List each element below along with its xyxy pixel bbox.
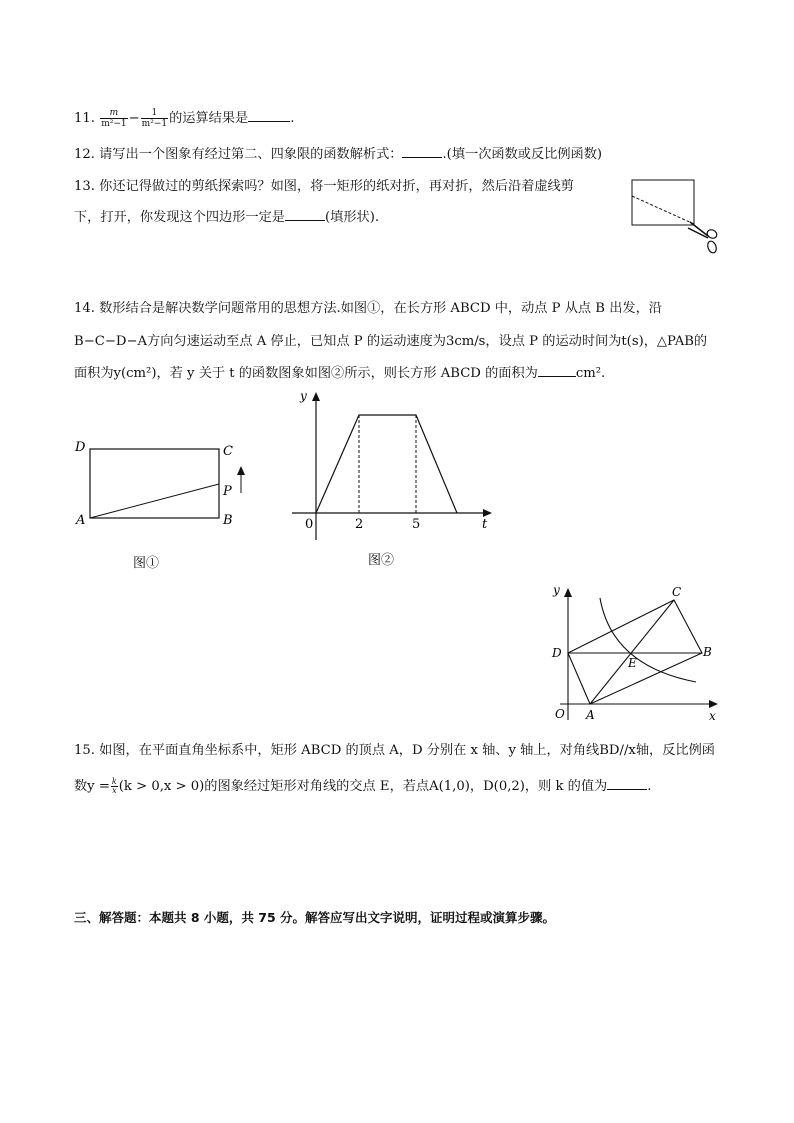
section-3-heading: 三、解答题：本题共 8 小题，共 75 分。解答应写出文字说明，证明过程或演算步骤。 xyxy=(74,910,556,925)
tick-label-2: 2 xyxy=(355,517,364,532)
question-11: 11. $\frac{m}{\text{m²−1}}$ − $\frac{1}{\text{m²−1}}$ 的运算结果是 . xyxy=(74,108,295,129)
figure-1-caption: 图① xyxy=(133,556,160,571)
question-12 xyxy=(74,145,602,164)
diagonal-ac xyxy=(590,600,674,704)
scissors-paper-figure xyxy=(628,176,728,262)
label-x: x xyxy=(709,709,716,723)
rectangle-abcd xyxy=(568,600,702,704)
q12-answer-blank[interactable] xyxy=(402,145,442,158)
t-axis-arrow-icon xyxy=(483,509,492,517)
label-a: A xyxy=(76,513,86,528)
hyperbola-curve xyxy=(600,598,696,682)
q13-answer-blank[interactable] xyxy=(285,208,325,221)
arrow-head-icon xyxy=(237,466,245,475)
question-14-line-3: 面积为y(cm²)，若 y 关于 t 的函数图象如图②所示，则长方形 ABCD 的面积为 cm². xyxy=(74,366,606,381)
label-p: P xyxy=(223,484,232,499)
q12-text: 12. 请写出一个图象有经过第二、四象限的函数解析式： xyxy=(74,147,403,162)
segment-ap xyxy=(90,484,219,518)
x-axis-arrow-icon xyxy=(709,700,718,708)
label-d: D xyxy=(552,646,562,660)
label-origin: 0 xyxy=(305,517,314,532)
question-13-line-2: 下，打开，你发现这个四边形一定是 (填形状). xyxy=(74,210,380,225)
scissors-icon xyxy=(688,222,718,254)
q11-minus: − xyxy=(128,111,140,126)
label-a: A xyxy=(586,708,595,722)
label-d: D xyxy=(75,440,86,455)
label-c: C xyxy=(223,444,233,459)
question-14-line-1: 14. 数形结合是解决数学问题常用的思想方法.如图①，在长方形 ABCD 中，动点 P 从点 B 出发，沿 xyxy=(74,301,662,316)
label-y: y xyxy=(553,583,560,597)
label-t: t xyxy=(482,517,488,532)
figure-2-caption: 图② xyxy=(368,553,395,568)
q11-answer-blank[interactable] xyxy=(248,109,290,122)
rectangle-abcd xyxy=(90,449,219,518)
figure-3-coordinate-rectangle xyxy=(546,578,728,728)
y-axis-arrow-icon xyxy=(564,588,572,597)
question-15-line-1: 15. 如图，在平面直角坐标系中，矩形 ABCD 的顶点 A，D 分别在 x 轴、y 轴上，对角线BD//x轴，反比例函 xyxy=(74,743,715,758)
q11-text: 的运算结果是 xyxy=(169,111,249,126)
question-15-line-2: 数y = $\frac{k}{x}$ (k > 0,x > 0)的图象经过矩形对角线的交点 E，若点A(1,0)，D(0,2)，则 k 的值为 . xyxy=(74,777,652,795)
figure-2-graph xyxy=(284,388,494,548)
q11-fraction-1: $\frac{m}{\text{m²−1}}$ xyxy=(101,108,127,129)
label-y: y xyxy=(300,389,307,403)
q14-answer-blank[interactable] xyxy=(538,364,576,377)
q15-fraction: $\frac{k}{x}$ xyxy=(111,777,117,795)
function-line xyxy=(316,415,457,513)
label-b: B xyxy=(703,645,712,659)
label-e: E xyxy=(628,656,637,670)
q12-tail: .(填一次函数或反比例函数) xyxy=(442,147,603,162)
question-14-line-2: B−C−D−A方向匀速运动至点 A 停止，已知点 P 的运动速度为3cm/s，设点 P 的运动时间为t(s)，△PAB的 xyxy=(74,334,708,349)
tick-label-5: 5 xyxy=(412,517,421,532)
label-b: B xyxy=(223,513,233,528)
question-13-line-1: 13. 你还记得做过的剪纸探索吗？如图，将一矩形的纸对折，再对折，然后沿着虚线剪 xyxy=(74,179,574,194)
q11-fraction-2: $\frac{1}{\text{m²−1}}$ xyxy=(141,108,168,129)
figure-1-rectangle xyxy=(70,436,260,536)
q11-number: 11. xyxy=(74,111,95,126)
y-axis-arrow-icon xyxy=(312,392,320,401)
q15-answer-blank[interactable] xyxy=(607,777,647,790)
label-o: O xyxy=(555,707,565,721)
label-c: C xyxy=(672,585,682,599)
